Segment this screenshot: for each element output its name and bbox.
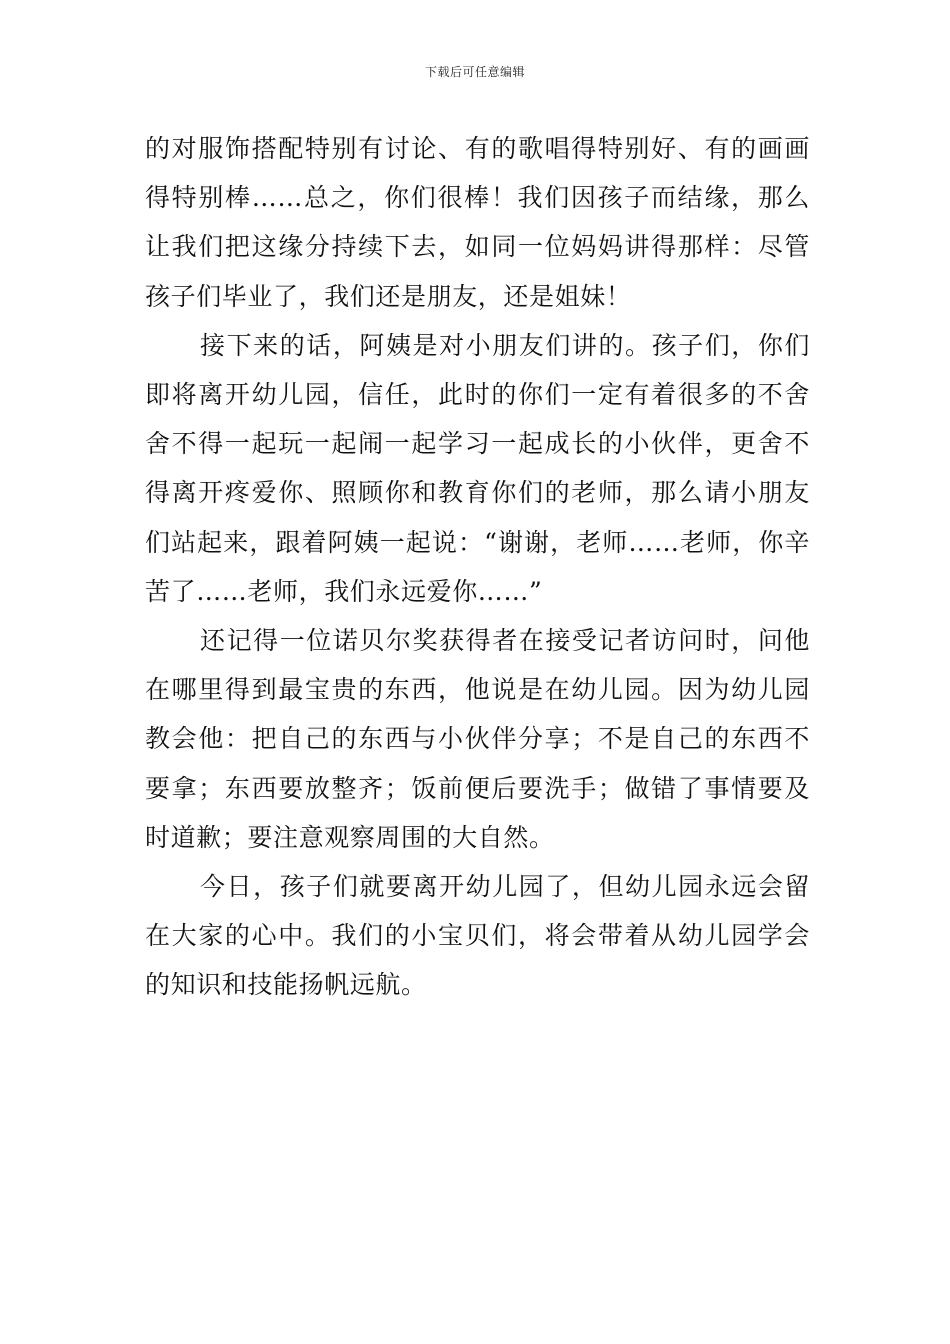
- document-body: [145, 124, 810, 1010]
- paragraph-3: 还记得一位诺贝尔奖获得者在接受记者访问时，问他在哪里得到最宝贵的东西，他说是在幼儿园。因为幼儿园教会他：把自己的东西与小伙伴分享；不是自己的东西不要拿；东西要放整齐；饭前便后要洗手；做错了事情要及时道歉；要注意观察周围的大自然。: [145, 626, 810, 852]
- page-header-note: 下载后可任意编辑: [424, 65, 525, 79]
- paragraph-2: 接下来的话，阿姨是对小朋友们讲的。孩子们，你们即将离开幼儿园，信任，此时的你们一定有着很多的不舍舍不得一起玩一起闹一起学习一起成长的小伙伴，更舍不得离开疼爱你、照顾你和教育你们的老师，那么请小朋友们站起来，跟着阿姨一起说：“谢谢，老师……老师，你辛苦了……老师，我们永远爱你……”: [145, 330, 810, 606]
- paragraph-1: 的对服饰搭配特别有讨论、有的歌唱得特别好、有的画画得特别棒……总之，你们很棒！我们因孩子而结缘，那么让我们把这缘分持续下去，如同一位妈妈讲得那样：尽管孩子们毕业了，我们还是朋友，还是姐妹！: [145, 134, 810, 311]
- paragraph-4: 今日，孩子们就要离开幼儿园了，但幼儿园永远会留在大家的心中。我们的小宝贝们，将会带着从幼儿园学会的知识和技能扬帆远航。: [145, 872, 810, 1000]
